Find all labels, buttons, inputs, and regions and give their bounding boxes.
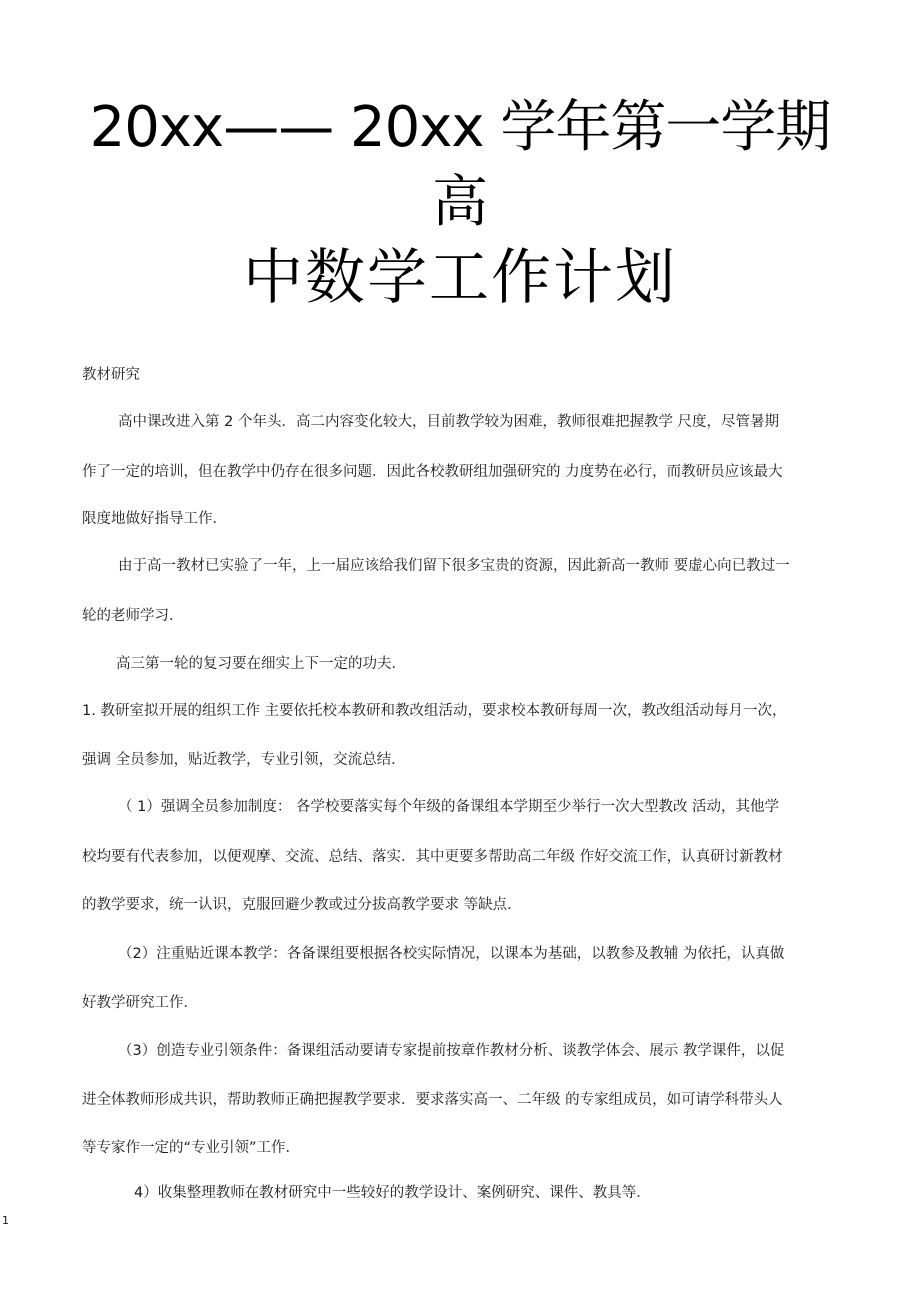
paragraph-line: 进全体教师形成共识，帮助教师正确把握教学要求．要求落实高一、二年级 的专家组成员，如可请学科带头人: [82, 1092, 783, 1108]
paragraph-line: 限度地做好指导工作．: [82, 511, 227, 527]
section-heading: 教材研究: [82, 367, 140, 383]
paragraph-line: （3）创造专业引领条件：备课组活动要请专家提前按章作教材分析、谈教学体会、展示 教学课件，以促: [118, 1043, 785, 1059]
paragraph-line: （2）注重贴近课本教学：各备课组要根据各校实际情况，以课本为基础，以教参及教辅 为依托，认真做: [118, 946, 785, 962]
document-title-line-3: 中数学工作计划: [243, 243, 677, 313]
paragraph-line: （ 1）强调全员参加制度： 各学校要落实每个年级的备课组本学期至少举行一次大型教改 活动，其他学: [118, 799, 780, 815]
paragraph-line: 高三第一轮的复习要在细实上下一定的功夫．: [116, 656, 406, 672]
paragraph-line: 高中课改进入第 2 个年头．高二内容变化较大，目前教学较为困难，教师很难把握教学 尺度，尽管暑期: [118, 414, 780, 430]
paragraph-line: 1. 教研室拟开展的组织工作 主要依托校本教研和教改组活动，要求校本教研每周一次，教改组活动每月一次，: [82, 703, 787, 719]
paragraph-line: 4）收集整理教师在教材研究中一些较好的教学设计、案例研究、课件、教具等．: [134, 1185, 651, 1201]
paragraph-line: 等专家作一定的“专业引领”工作．: [82, 1140, 301, 1156]
paragraph-line: 轮的老师学习．: [82, 608, 184, 624]
paragraph-line: 的教学要求，统一认识，克服回避少教或过分拔高教学要求 等缺点．: [82, 897, 522, 913]
page-number: 1: [2, 1214, 9, 1227]
paragraph-line: 强调 全员参加，贴近教学，专业引领，交流总结．: [82, 752, 406, 768]
document-title-line-2: 高: [432, 170, 488, 235]
paragraph-line: 校均要有代表参加，以便观摩、交流、总结、落实．其中更要多帮助高二年级 作好交流工作，认真研讨新教材: [82, 849, 783, 865]
paragraph-line: 作了一定的培训，但在教学中仍存在很多问题．因此各校教研组加强研究的 力度势在必行，而教研员应该最大: [82, 464, 783, 480]
paragraph-line: 好教学研究工作．: [82, 995, 198, 1011]
document-title-line-1: 20xx—— 20xx 学年第一学期: [89, 95, 831, 160]
paragraph-line: 由于高一教材已实验了一年，上一届应该给我们留下很多宝贵的资源，因此新高一教师 要虚心向已教过一: [118, 558, 790, 574]
